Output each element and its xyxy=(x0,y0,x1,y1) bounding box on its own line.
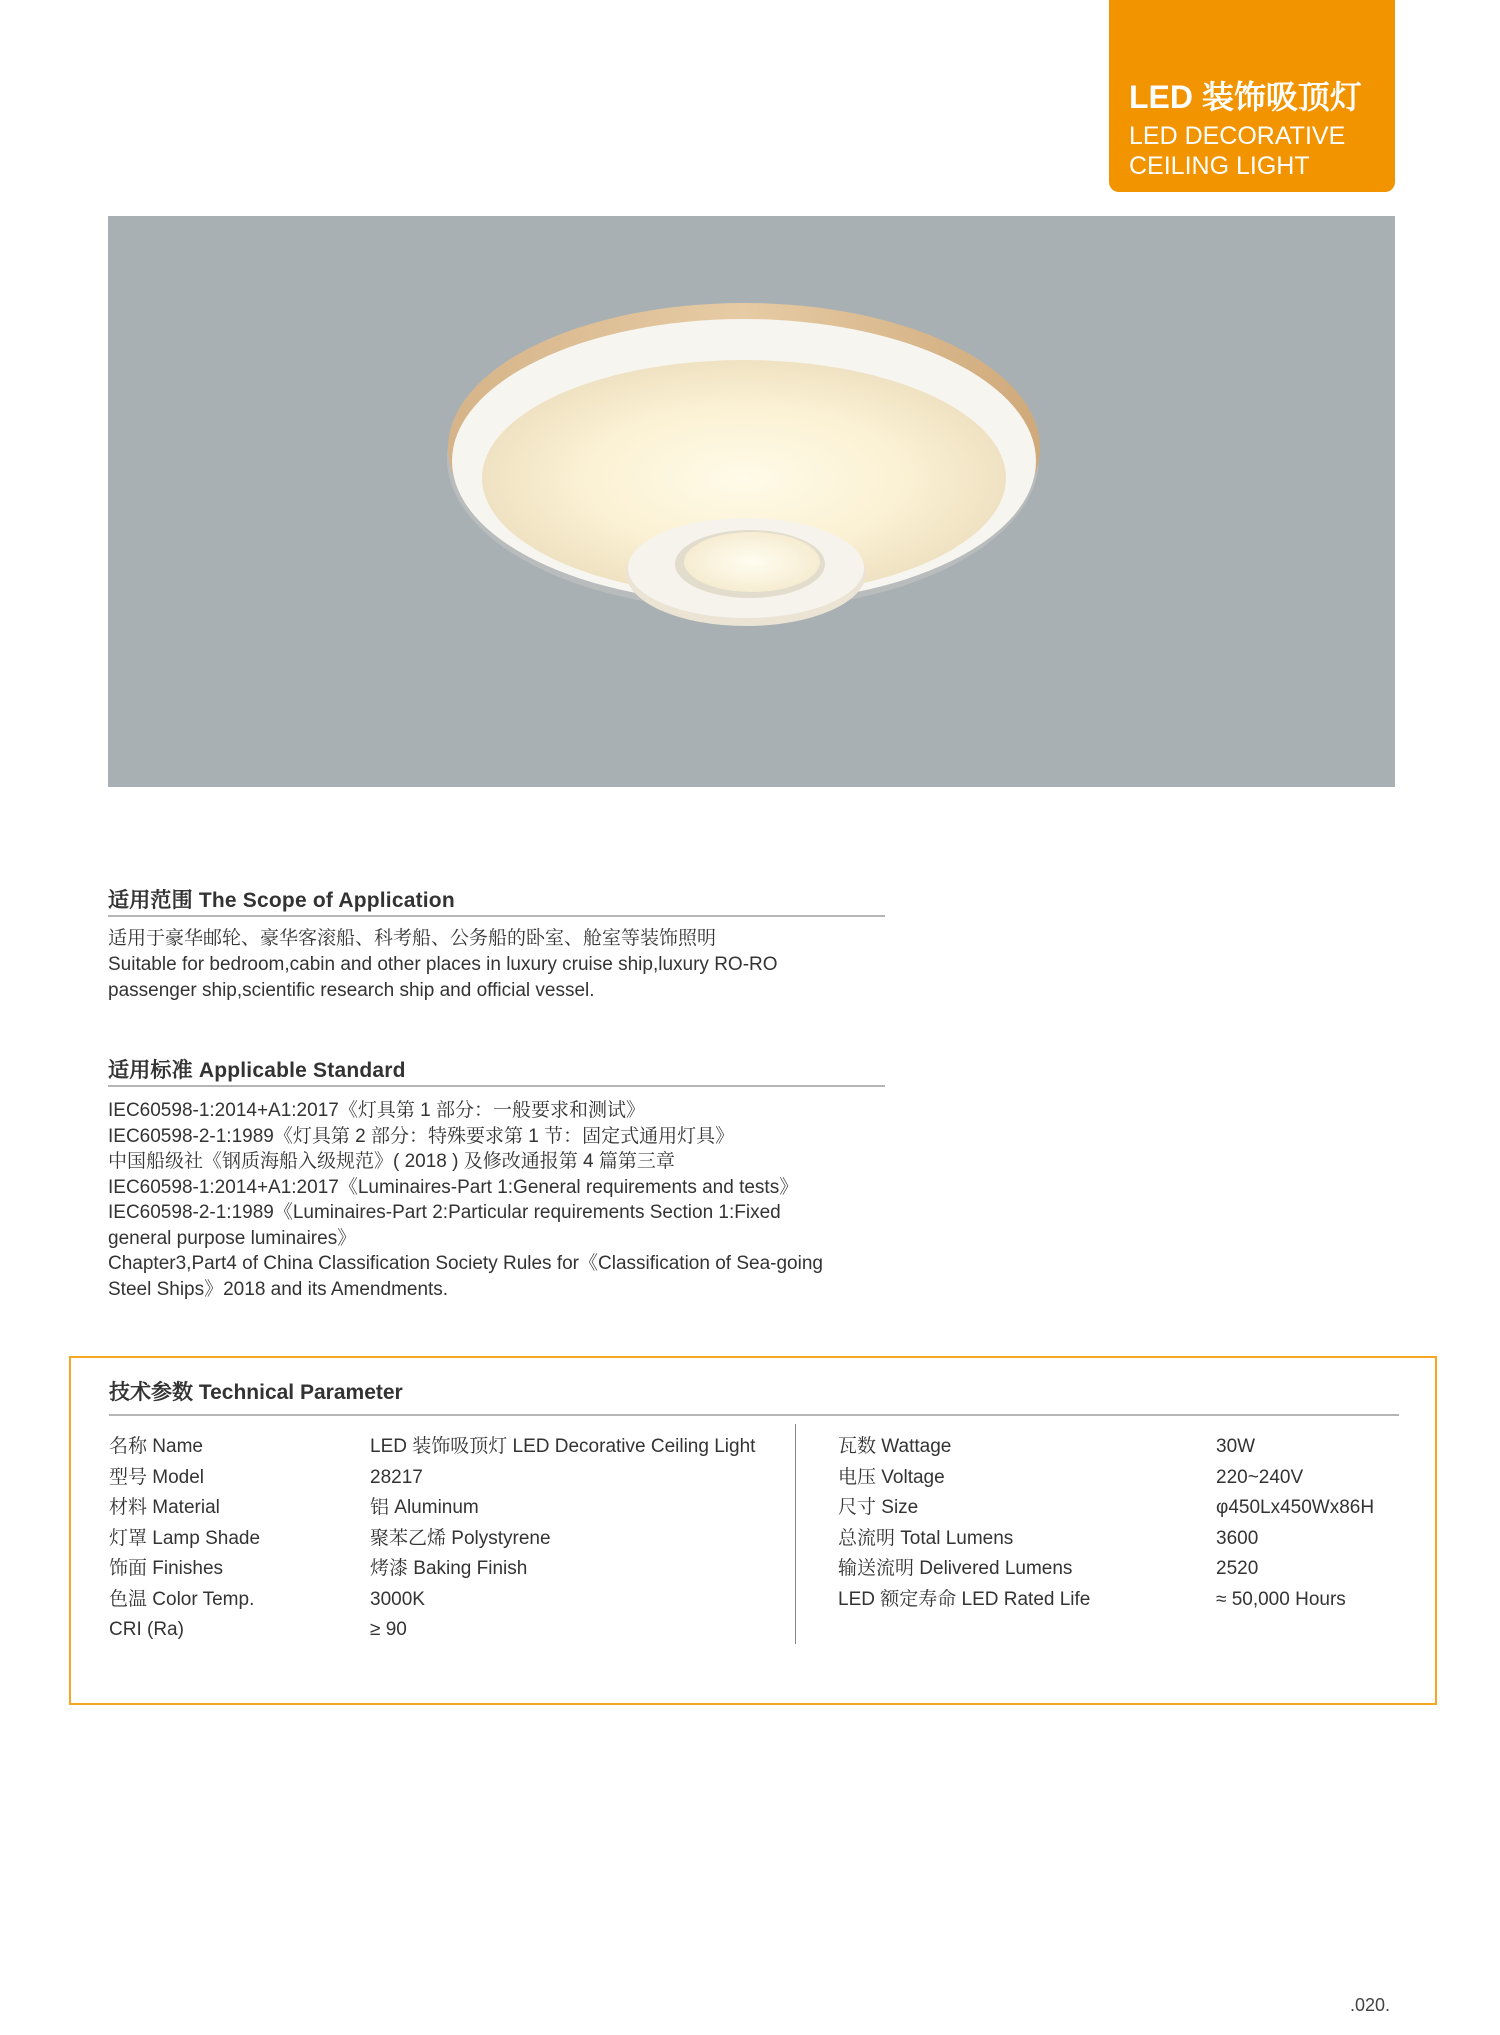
param-label: 输送流明 Delivered Lumens xyxy=(838,1558,1073,1579)
param-value: 聚苯乙烯 Polystyrene xyxy=(370,1527,551,1549)
param-label: 电压 Voltage xyxy=(838,1466,945,1488)
title-badge xyxy=(1109,0,1395,192)
standard-divider xyxy=(108,1085,885,1087)
param-label: 色温 Color Temp. xyxy=(109,1588,255,1610)
param-value: LED 装饰吸顶灯 LED Decorative Ceiling Light xyxy=(370,1436,756,1457)
tech-right-labels xyxy=(838,1432,1090,1615)
column-separator xyxy=(795,1424,796,1644)
param-label: 型号 Model xyxy=(109,1466,205,1488)
tech-left-labels xyxy=(109,1432,260,1646)
param-label: 材料 Material xyxy=(109,1497,220,1518)
standard-line: IEC60598-2-1:1989《灯具第 2 部分：特殊要求第 1 节：固定式通用灯具》 xyxy=(108,1125,735,1147)
scope-line-cn: 适用于豪华邮轮、豪华客滚船、科考船、公务船的卧室、舱室等装饰照明 xyxy=(108,928,717,949)
title-en xyxy=(1129,121,1345,181)
param-label: 名称 Name xyxy=(109,1436,203,1457)
param-label: 灯罩 Lamp Shade xyxy=(109,1527,261,1549)
param-label: 尺寸 Size xyxy=(838,1497,919,1518)
scope-line-en-1: Suitable for bedroom,cabin and other places in luxury cruise ship,luxury RO-RO xyxy=(108,954,778,975)
standard-line: IEC60598-1:2014+A1:2017《Luminaires-Part 1:General requirements and tests》 xyxy=(108,1176,799,1198)
param-label: 饰面 Finishes xyxy=(109,1558,224,1579)
param-value: 3000K xyxy=(370,1588,425,1610)
param-value: 2520 xyxy=(1216,1558,1259,1579)
page-number: .020. xyxy=(1350,1995,1391,2015)
param-value: 烤漆 Baking Finish xyxy=(370,1558,528,1579)
param-label: LED 额定寿命 LED Rated Life xyxy=(838,1588,1091,1610)
standard-line: 中国船级社《钢质海船入级规范》( 2018 ) 及修改通报第 4 篇第三章 xyxy=(108,1151,675,1172)
standard-text xyxy=(108,1098,888,1302)
param-value: 3600 xyxy=(1216,1527,1259,1549)
title-en-line-1: LED DECORATIVE xyxy=(1129,122,1346,150)
standard-line: Chapter3,Part4 of China Classification Society Rules for《Classification of Sea-going xyxy=(108,1253,823,1274)
param-value: φ450Lx450Wx86H xyxy=(1216,1497,1375,1518)
scope-line-en-2: passenger ship,scientific research ship and official vessel. xyxy=(108,980,595,1001)
ceiling-light-image xyxy=(108,216,1395,787)
param-value: ≈ 50,000 Hours xyxy=(1216,1588,1346,1610)
param-value: 28217 xyxy=(370,1466,423,1488)
product-photo xyxy=(108,216,1395,787)
standard-line: IEC60598-1:2014+A1:2017《灯具第 1 部分：一般要求和测试》 xyxy=(108,1100,645,1121)
param-label: 总流明 Total Lumens xyxy=(838,1527,1014,1549)
standard-line: IEC60598-2-1:1989《Luminaires-Part 2:Particular requirements Section 1:Fixed xyxy=(108,1202,781,1223)
standard-line: general purpose luminaires》 xyxy=(108,1227,357,1249)
standard-title: 适用标准 Applicable Standard xyxy=(108,1059,406,1082)
tech-left-values xyxy=(370,1432,755,1646)
title-en-line-2: CEILING LIGHT xyxy=(1129,152,1310,180)
title-cn: LED 装饰吸顶灯 xyxy=(1129,79,1362,115)
tech-title: 技术参数 Technical Parameter xyxy=(109,1381,403,1404)
tech-divider xyxy=(109,1414,1399,1416)
tech-right-values xyxy=(1216,1432,1374,1615)
param-value: 30W xyxy=(1216,1436,1256,1457)
param-label: 瓦数 Wattage xyxy=(838,1436,952,1457)
param-value: 铝 Aluminum xyxy=(370,1497,479,1518)
scope-divider xyxy=(108,915,885,917)
scope-title: 适用范围 The Scope of Application xyxy=(108,889,455,912)
tech-parameter-box xyxy=(69,1356,1437,1705)
standard-line: Steel Ships》2018 and its Amendments. xyxy=(108,1278,449,1300)
scope-text xyxy=(108,926,888,1004)
param-value: ≥ 90 xyxy=(370,1619,407,1640)
param-value: 220~240V xyxy=(1216,1466,1304,1488)
param-label: CRI (Ra) xyxy=(109,1619,184,1640)
